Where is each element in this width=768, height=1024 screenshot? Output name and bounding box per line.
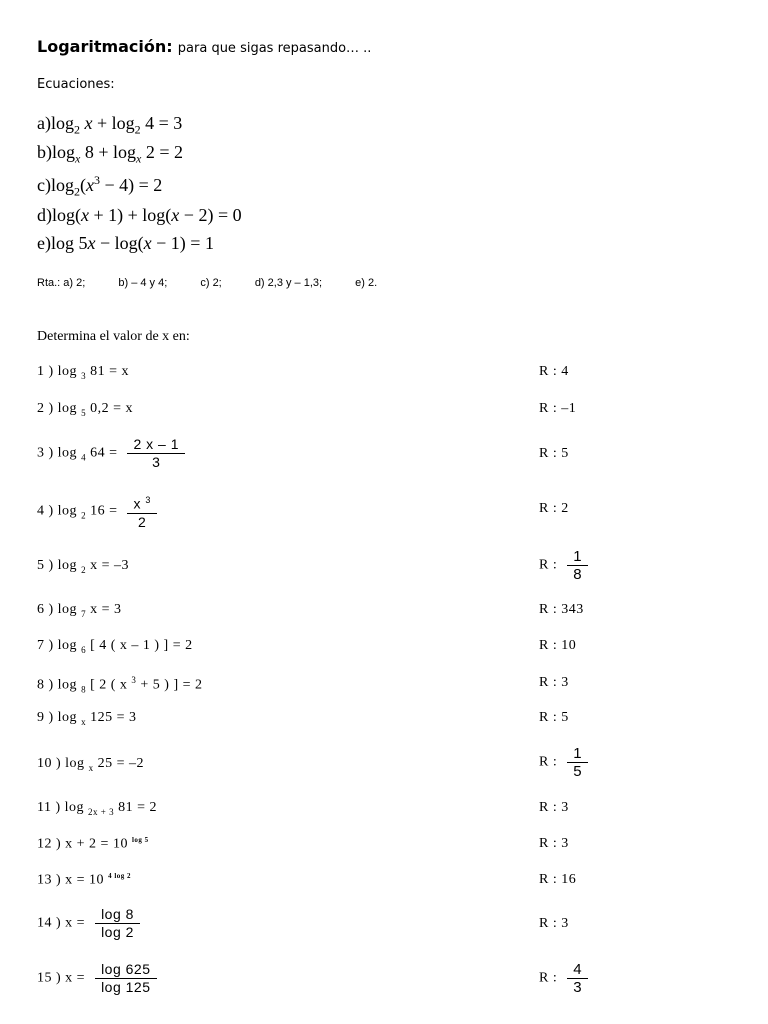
item-15: 15 ) x = $\frac{\log 625}{\log 125}$ <box>37 961 157 996</box>
rta-d: d) 2,3 y – 1,3; <box>254 277 323 289</box>
answer-11: R : 3 <box>539 800 569 815</box>
item-3: 3 ) log $_4$ 64 = $\frac{2 x - 1}{3}$ <box>37 436 185 471</box>
title-subtitle: para que sigas repasando… .. <box>177 41 372 56</box>
answer-13: R : 16 <box>539 872 577 887</box>
item-7: 7 ) log $_6$ [ 4 ( x – 1 ) ] = 2 <box>37 638 193 655</box>
item-6: 6 ) log $_7$ x = 3 <box>37 602 122 619</box>
answer-15-den: 3 <box>573 979 583 996</box>
answer-2: R : –1 <box>539 401 577 416</box>
answer-5-fraction <box>567 548 588 583</box>
answer-15-num: 4 <box>567 961 588 979</box>
item-5: 5 ) log $_2$ x = –3 <box>37 558 129 575</box>
answer-5-den: 8 <box>573 566 583 583</box>
answer-7: R : 10 <box>539 638 577 653</box>
equation-e-label: e) <box>37 233 51 253</box>
rta-c: c) 2; <box>200 277 222 289</box>
answer-5-prefix: R : <box>539 557 558 573</box>
item-4: 4 ) log $_2$ 16 = $\frac{x ^3}{2}$ <box>37 492 157 531</box>
answer-6: R : 343 <box>539 602 584 617</box>
rta-b: b) – 4 y 4; <box>118 277 168 289</box>
fraction-14 <box>95 906 140 941</box>
answer-12: R : 3 <box>539 836 569 851</box>
equation-a-label: a) <box>37 113 51 133</box>
fraction-4-den: 2 <box>138 513 147 530</box>
item-1: 1 ) log $_3$ 81 = x <box>37 364 129 381</box>
item-11: 11 ) log $_{2x + 3}$ 81 = 2 <box>37 800 158 817</box>
answer-10-fraction <box>567 745 588 780</box>
fraction-3 <box>127 436 185 471</box>
answer-10 <box>539 745 588 780</box>
equation-c: $c)\log_2(x^3 - 4) = 2$ <box>37 173 163 199</box>
equation-b-label: b) <box>37 142 52 162</box>
equation-d-label: d) <box>37 205 52 225</box>
fraction-3-den: 3 <box>152 454 161 470</box>
answer-4: R : 2 <box>539 501 569 516</box>
answer-14: R : 3 <box>539 916 569 931</box>
answer-3: R : 5 <box>539 446 569 461</box>
fraction-14-den: log 2 <box>101 924 134 940</box>
answer-15-fraction <box>567 961 588 996</box>
page-title <box>37 37 371 56</box>
fraction-3-num: 2 x – 1 <box>127 436 185 454</box>
item-8: 8 ) log $_8$ [ 2 ( x $^3$ + 5 ) ] = 2 <box>37 675 203 695</box>
item-13: 13 ) x = 10 $^{4 log 2}$ <box>37 872 132 888</box>
answer-10-prefix: R : <box>539 754 558 770</box>
fraction-4 <box>127 492 156 531</box>
section-title: Determina el valor de x en: <box>37 329 190 344</box>
fraction-15-num: log 625 <box>95 961 156 979</box>
item-2: 2 ) log $_5$ 0,2 = x <box>37 401 133 418</box>
answer-10-den: 5 <box>573 763 583 780</box>
equation-e: e)log 5x − log(x − 1) = 1 <box>37 233 214 253</box>
title-bold: Logaritmación: <box>37 37 173 56</box>
answer-15-prefix: R : <box>539 970 558 986</box>
equation-c-label: c) <box>37 175 51 195</box>
rta-a: Rta.: a) 2; <box>37 277 86 289</box>
fraction-14-num: log 8 <box>95 906 140 924</box>
rta-line <box>37 277 407 289</box>
item-10: 10 ) log $_x$ 25 = –2 <box>37 756 144 773</box>
answer-15 <box>539 961 588 996</box>
answer-5-num: 1 <box>567 548 588 566</box>
answer-9: R : 5 <box>539 710 569 725</box>
answer-1: R : 4 <box>539 364 569 379</box>
answer-5 <box>539 548 588 583</box>
answer-8: R : 3 <box>539 675 569 690</box>
fraction-15-den: log 125 <box>101 979 151 995</box>
equation-d: d)log(x + 1) + log(x − 2) = 0 <box>37 205 242 225</box>
item-14: 14 ) x = $\frac{\log 8}{\log 2}$ <box>37 906 140 941</box>
equation-b: $b)\log_x$ $8 + \log_x 2 = 2$ <box>37 142 183 166</box>
answer-10-num: 1 <box>567 745 588 763</box>
item-9: 9 ) log $_x$ 125 = 3 <box>37 710 137 727</box>
fraction-4-num: x $^3$ <box>127 492 156 514</box>
fraction-15 <box>95 961 156 996</box>
item-12: 12 ) x + 2 = 10 $^{log 5}$ <box>37 836 149 852</box>
equation-a: $a)\log_2$ $x + \log_2 4 = 3$ <box>37 113 183 137</box>
rta-e: e) 2. <box>355 277 378 289</box>
ecuaciones-label: Ecuaciones: <box>37 77 115 92</box>
